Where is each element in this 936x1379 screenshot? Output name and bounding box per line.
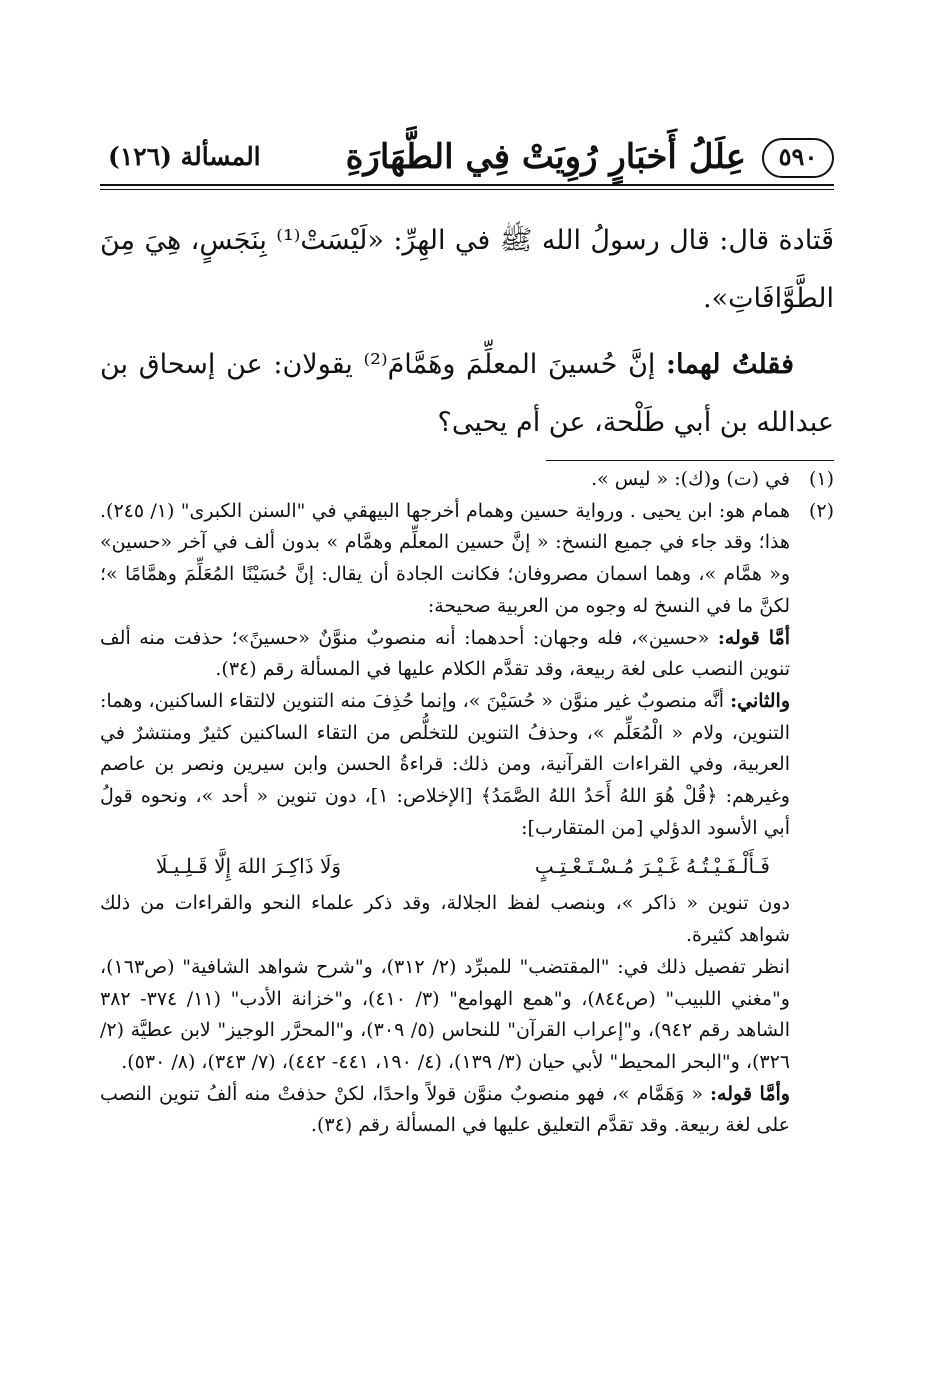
footnote-2-paragraph-3: [100, 686, 790, 845]
footnote-2-paragraph-1: همام هو: ابن يحيى . ورواية حسين وهمام أخرجها البيهقي في "السنن الكبرى" (١/ ٢٤٥). هذا؛ وقد جاء في جميع النسخ: « إنَّ حسين المعلِّم وهمَّام » بدون ألف في آخر «حسين» و« همَّام »، وهما اسمان مصروفان؛ فكانت الجادة أن يقال: إنَّ حُسَيْنًا المُعَلِّمَ وهمَّامًا »؛ لكنَّ ما في النسخ له وجوه من العربية صحيحة:: [100, 499, 790, 617]
poem-verse: [100, 844, 790, 888]
footnote-2-paragraph-2-lead: أمَّا قوله:: [717, 626, 791, 649]
footnote-2-paragraph-6: [100, 1079, 790, 1142]
page-number: ٥٩٠: [762, 138, 834, 178]
main-paragraph-2-lead: فقلتُ لهما:: [666, 349, 794, 380]
footnote-2-paragraph-3-text: أنَّه منصوبٌ غير منوَّن « حُسَيْنَ »، وإنما حُذِفَ منه التنوين لالتقاء الساكنين، وهما: التنوين، ولام « الْمُعَلِّم »، وحذفُ التنوين للتخلُّص من التقاء الساكنين كثيرٌ ومنتشرٌ في العربية، وفي القراءات القرآنية، ومن ذلك: قراءةُ الحسن وابن سيرين ونصر بن عاصم وغيرهم: ﴿قُلْ هُوَ اللهُ أَحَدُ اللهُ الصَّمَدُ﴾ [الإخلاص: ١]، دون تنوين « أحد »، ونحوه قولُ أبي الأسود الدؤلي [من المتقارب]:: [100, 689, 790, 839]
footnote-separator: [546, 460, 834, 461]
footnote-2-paragraph-2-text: «حسين»، فله وجهان: أحدهما: أنه منصوبٌ منوَّنٌ «حسينً»؛ حذفت منه ألف تنوين النصب على لغة ربيعة، وقد تقدَّم الكلام عليها في المسألة رقم (٣٤).: [100, 626, 790, 681]
footnote-1-text: في (ت) و(ك): « ليس ».: [591, 468, 790, 490]
page-header: [100, 132, 834, 190]
footnote-2-paragraph-5: انظر تفصيل ذلك في: "المقتضب" للمبرِّد (٢/ ٣١٢)، و"شرح شواهد الشافية" (ص١٦٣)، و"مغني اللبيب" (ص٨٤٤)، و"همع الهوامع" (٣/ ٤١٠)، و"خزانة الأدب" (١١/ ٣٧٤- ٣٨٢ الشاهد رقم ٩٤٢)، و"إعراب القرآن" للنحاس (٥/ ٣٠٩)، و"المحرَّر الوجيز" لابن عطيَّة (٢/ ٣٢٦)، و"البحر المحيط" لأبي حيان (٣/ ١٣٩)، (٤/ ١٩٠، ٤٤١- ٤٤٢)، (٧/ ٣٤٣)، (٨/ ٥٣٠).: [100, 955, 790, 1073]
footnote-1-number: (١): [808, 468, 834, 490]
main-text: [100, 212, 834, 452]
book-title: عِلَلُ أَخبَارٍ رُوِيَتْ فِي الطَّهَارَةِ: [345, 137, 746, 177]
main-paragraph-1: قَتادة قال: قال رسولُ الله ﷺ في الهِرِّ: «لَيْسَتْ⁽¹⁾ بِنَجَسٍ، هِيَ مِنَ الطَّوَّافَاتِ».: [100, 225, 834, 314]
footnotes: [100, 464, 834, 1142]
poem-second-hemistich: وَلَا ذَاكِـرَ اللهَ إِلَّا قَـلِـيـلَا: [156, 854, 342, 879]
issue-label: المسألة (١٢٦): [108, 142, 261, 171]
footnote-2: [100, 496, 834, 1142]
footnote-2-number: (٢): [808, 499, 834, 522]
footnote-2-paragraph-6-lead: وأمَّا قوله:: [710, 1082, 790, 1105]
header-rule: [100, 184, 834, 190]
footnote-2-paragraph-2: [100, 623, 790, 686]
footnote-2-paragraph-6-text: « وَهَمَّام »، فهو منصوبٌ منوَّن قولاً واحدًا، لكنْ حذفتْ منه ألفُ تنوين النصب على لغة ربيعة. وقد تقدَّم التعليق عليها في المسألة رقم (٣٤).: [100, 1082, 790, 1137]
footnote-1: [100, 464, 834, 496]
main-paragraph-2-text: إنَّ حُسينَ المعلِّمَ وهَمَّامَ⁽²⁾ يقولان: عن إسحاق بن عبدالله بن أبي طَلْحة، عن أم يحيى؟: [100, 349, 834, 438]
footnote-2-paragraph-4: دون تنوين « ذاكر »، وبنصب لفظ الجلالة، وقد ذكر علماء النحو والقراءات من ذلك شواهد كثيرة.: [100, 892, 790, 947]
footnote-2-paragraph-3-lead: والثاني:: [730, 689, 790, 712]
main-paragraph-2: [100, 336, 834, 452]
poem-first-hemistich: فَـأَلْـفَـيْـتُـهُ غَـيْـرَ مُـسْـتَـعْـتِـبٍ: [534, 854, 770, 879]
